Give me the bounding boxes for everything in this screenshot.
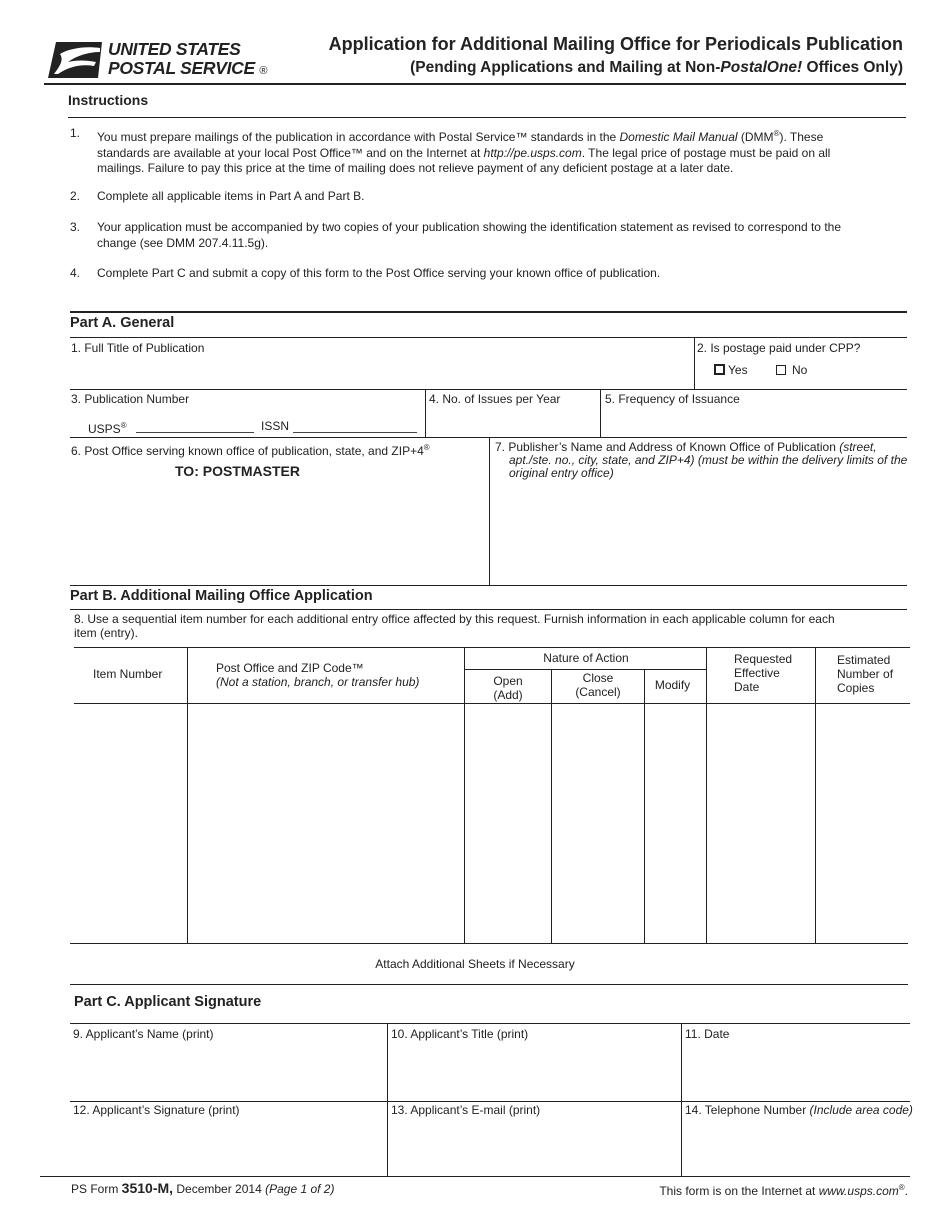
footer-form-id: PS Form 3510-M, December 2014 (Page 1 of 2) (71, 1180, 335, 1196)
issues-per-year-input[interactable] (430, 408, 599, 434)
field-1-label: 1. Full Title of Publication (71, 341, 205, 355)
part-a-top-rule (70, 311, 907, 313)
table-top-rule (74, 647, 910, 648)
col-open: Open (Add) (493, 674, 523, 702)
col-requested-date: Requested Effective Date (734, 652, 793, 694)
field-3-label: 3. Publication Number (71, 392, 190, 406)
instructions-heading: Instructions (68, 92, 149, 108)
usps-number-blank[interactable] (136, 432, 254, 433)
frequency-input[interactable] (606, 408, 906, 434)
field-6-label: 6. Post Office serving known office of publication, state, and ZIP+4® (71, 443, 430, 458)
applicant-name-input[interactable] (74, 1050, 386, 1096)
eagle-icon (46, 40, 104, 80)
col-nature-of-action: Nature of Action (543, 651, 629, 665)
form-subtitle: (Pending Applications and Mailing at Non-PostalOne! Offices Only) (410, 59, 903, 76)
table-bottom-rule (70, 943, 908, 944)
cpp-no-checkbox[interactable] (776, 365, 786, 375)
publication-title-input[interactable] (72, 358, 694, 386)
field-8-instructions: 8. Use a sequential item number for each additional entry office affected by this request. Furnish information in each applicable column for each item (entry). (74, 612, 835, 640)
telephone-input[interactable] (686, 1126, 910, 1172)
field-14-label: 14. Telephone Number (Include area code) (685, 1103, 913, 1117)
form-title: Application for Additional Mailing Office for Periodicals Publication (328, 34, 903, 54)
part-a-heading: Part A. General (70, 315, 175, 331)
field-4-label: 4. No. of Issues per Year (429, 392, 561, 406)
col-modify: Modify (654, 678, 691, 692)
field-2-label: 2. Is postage paid under CPP? (697, 341, 861, 355)
date-input[interactable] (686, 1050, 910, 1096)
logo-line-2: POSTAL SERVICE (108, 58, 255, 78)
field-10-label: 10. Applicant’s Title (print) (391, 1027, 529, 1041)
to-postmaster-label: TO: POSTMASTER (175, 463, 300, 479)
applicant-email-input[interactable] (392, 1126, 680, 1172)
col-estimated-copies: Estimated Number of Copies (837, 653, 894, 695)
applicant-title-input[interactable] (392, 1050, 680, 1096)
post-office-input[interactable] (74, 482, 488, 584)
footer-internet-note: This form is on the Internet at www.usps.com®. (659, 1183, 908, 1198)
field-11-label: 11. Date (685, 1027, 730, 1041)
col-close: Close (Cancel) (575, 671, 621, 699)
field-7-label: 7. Publisher’s Name and Address of Known Office of Publication (street, apt./ste. no., city, state, and ZIP+4) (must be within the delivery limits of the original entry office) (495, 440, 908, 480)
cpp-yes-option[interactable]: Yes (714, 363, 748, 377)
header-rule (44, 83, 906, 85)
col-item-number: Item Number (93, 667, 163, 681)
issn-label: ISSN (261, 419, 290, 433)
attach-sheets-note: Attach Additional Sheets if Necessary (375, 957, 575, 971)
usps-logo (46, 40, 271, 82)
field-13-label: 13. Applicant’s E-mail (print) (391, 1103, 541, 1117)
field-12-label: 12. Applicant’s Signature (print) (73, 1103, 240, 1117)
usps-number-label: USPS® (88, 421, 127, 436)
field-9-label: 9. Applicant’s Name (print) (73, 1027, 214, 1041)
col-post-office: Post Office and ZIP Code™ (Not a station, branch, or transfer hub) (216, 661, 420, 689)
applicant-signature-input[interactable] (74, 1126, 386, 1172)
publisher-address-input[interactable] (496, 484, 905, 584)
field-5-label: 5. Frequency of Issuance (605, 392, 740, 406)
logo-line-1: UNITED STATES (108, 39, 241, 59)
part-b-heading: Part B. Additional Mailing Office Application (70, 588, 373, 604)
logo-registered-mark: ® (259, 65, 268, 77)
instructions-rule (68, 117, 906, 118)
cpp-yes-checkbox[interactable] (714, 364, 725, 375)
cpp-no-option[interactable]: No (776, 363, 807, 377)
table-body-area[interactable] (74, 704, 910, 942)
issn-blank[interactable] (293, 432, 417, 433)
part-c-heading: Part C. Applicant Signature (74, 994, 262, 1010)
